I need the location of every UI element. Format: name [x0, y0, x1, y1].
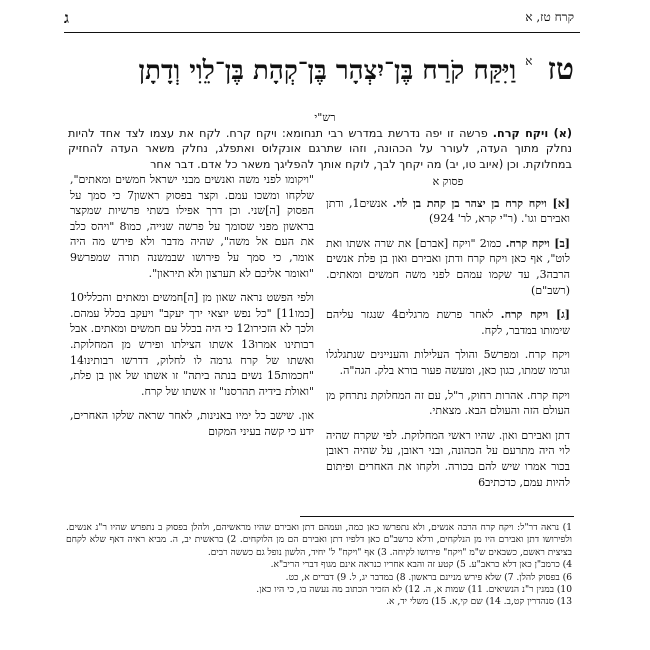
paragraph: און. שישב כל ימיו באנינות, לאחר שראה שלקו האחרים, ידע כי קשה בעיני המקום — [70, 409, 314, 438]
pasuk-heading: פסוק א — [432, 175, 464, 188]
paragraph-label: [ב] ויקח קרח. — [505, 236, 570, 250]
paragraph: "ויקומו לפני משה ואנשים מבני ישראל חמשים ומאתים", שלקחו ומשכו עמם. וקצר בפסוק ראשון7 כי סמך על הפסוק [ה]שני. וכן דרך אפילו בשתי פרשיות שמקצר בראשון מפני שסומך על פרשה שנייה, כמו8 "ויהס כלב את העם אל משה", שהיה מדבר ולא פירש מה היה אומר, כי סמך על פירושו שבמשנה תורה שמפרש9 "ואומר אליכם לא תערצון ולא תיראון". — [70, 173, 314, 280]
footnote-line: 10) במנין ר"נ הנשיאים. 11) שמות א, ה. 12) לא הזכיר הכתוב מה נעשה בו, כי היו כאן. — [256, 585, 572, 596]
footnote-line: 4) כרמב"ן כאן דלא כראב"ע. 5) קטע זה והבא אחריו כנראה אינם מגוף דברי הריב"א. — [270, 560, 572, 571]
paragraph — [326, 307, 570, 338]
paragraph: ויקח קרח. ומפרש5 והולך העלילות והעניינים שנתגלגלו וגרמו שמתו, כגון כאן, ומעשה פעור בורא בלק. הגה"ה. — [326, 348, 570, 377]
rashi-label: (א) ויקח קרח. — [492, 127, 572, 140]
verse-title — [138, 52, 574, 98]
chapter-number: טז — [547, 52, 574, 87]
paragraph-label: [א] ויקח קרח בן יצהר בן קהת בן לוי. — [392, 196, 570, 210]
footnote-line: 6) בפסוק להלן. 7) שלא פירש מניינם בראשון. 8) במדבר יג, ל. 9) דברים א, כט. — [285, 572, 572, 583]
footnote-line: 1) נראה דר"ל: ויקח קרח הרבה אנשים, ולא נתפרשו כאן כמה, ועמהם דתן ואבירם שהיו מראשיהם, ולהלן בפסוק ב נתפרש שהיו ר"נ אנשים. ולפירושו דתן ואבירם היו מן הנלקחים, ודלא כרשב"ם כאן דלפיו דתן ואבירם הם מן הלוקחים. 2) בראשית יב, ה. מביא ראיה דאף שלא לקחם בציצית ראשם, כשבאים ש"מ "ויקח" פירושו לקיחה. 3) אף "ויקח" ל' יחיד, הלשון נופל גם כששה רבים. — [66, 523, 573, 558]
rashi-heading: רש"י — [314, 111, 336, 124]
left-column — [70, 172, 314, 449]
paragraph-text: לאחר פרשת מרגלים4 שנגזר עליהם שימותו במדבר, לקח. — [326, 308, 570, 337]
paragraph — [326, 236, 570, 298]
right-column — [326, 172, 570, 499]
verse-number: א — [525, 54, 533, 68]
header-ref: קרח טז, א — [525, 10, 574, 24]
paragraph-label: [ג] ויקח קרח. — [500, 308, 570, 322]
rashi-text: פרשה זו יפה נדרשת במדרש רבי תנחומא: ויקח קרח. לקח את עצמו לצד אחד להיות נחלק מתוך העדה, לעורר על הכהונה, וזהו שתרגם אונקלוס ואתפלג, נחלק משאר העדה להחזיק במחלוקת. וכן (איוב טו, יב) מה יקחך לבך, לוקח אותך להפליגך משאר כל אדם. דבר אחר — [68, 127, 572, 171]
rashi-commentary — [68, 126, 572, 172]
paragraph-text: כמו2 "ויקח [אברם] את שרה אשתו ואת לוט", אף כאן ויקח קרח ודתן ואבירם ואון בן פלת אנשים הרבה3, עד שקמו עמהם לפני משה חמשים ומאתים. (רשב"ם) — [326, 236, 570, 297]
paragraph: ולפי הפשט נראה שאון מן [ה]חמשים ומאתים והכללי10 [כמו11] "כל נפש יוצאי ירך יעקב" ויעקב בכלל עמהם. ולכך לא הזכירו12 כי היה בכלל עם חמשים ומאתים. אבל רבותינו אמרו13 אשתו הצילתו ופירש מן המחלוקת. ואשתו של קרח גרמה לו לחלוק, דדרשו רבותינו14 "חכמות15 נשים בנתה ביתה" זו אשתו של און בן פלת, "ואולת בידיה תהרסנו" זו אשתו של קרח. — [70, 291, 314, 398]
paragraph — [326, 196, 570, 227]
footnote-line: 13) סנהדרין קט,ב. 14) שם קי,א. 15) משלי יד, א. — [386, 597, 572, 608]
page-letter: ג — [64, 9, 69, 27]
footnotes — [66, 522, 572, 609]
verse-text: וַיִּקַּח קֹרַח בֶּן־יִצְהָר בֶּן־קְהָת בֶּן־לֵוִי וְדָתָן — [138, 56, 517, 86]
paragraph: ויקח קרח. אהרות רחוק, ר"ל, עם זה המחלוקת נתרחק מן העולם הזה והעולם הבא. מצאתי. — [326, 388, 570, 418]
paragraph-text: אנשים1, ודתן ואבירם וגו'. (ר"י קרא, לר' 924) — [326, 196, 570, 226]
footnote-rule — [300, 516, 574, 517]
header-rule — [64, 32, 580, 33]
running-header — [64, 9, 574, 29]
paragraph: דתן ואבירם ואון. שהיו ראשי המחלוקת. לפי שקרח שהיה לוי היה מתרעם על הכהונה, ובני ראובן, על שהיה ראובן בכור אמרו שיש להם בכורה. ולקחו את האחרים ופיתום להיות עמם, כדכתיב6 — [326, 428, 570, 489]
